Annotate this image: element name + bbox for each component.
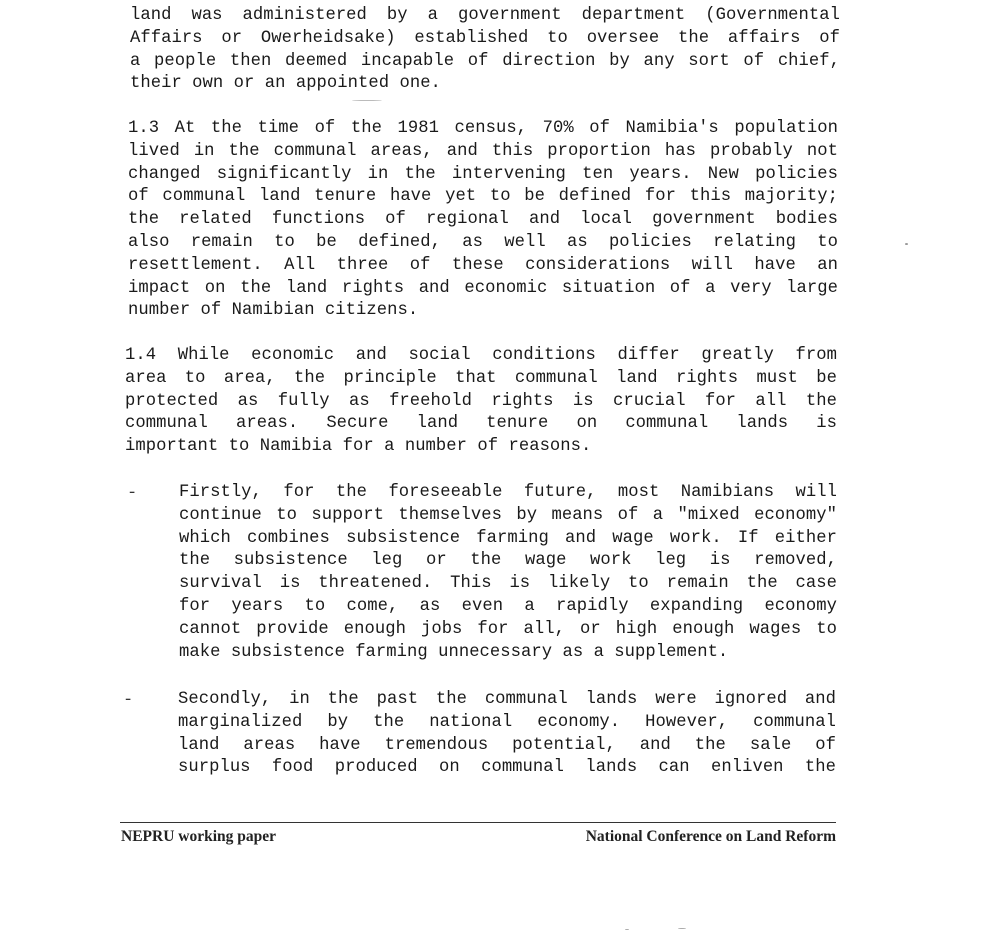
paragraph-line: impact on the land rights and economic situation of a very large [128,278,838,298]
bullet-line: marginalized by the national economy. However, communal [178,712,836,732]
bullet-line: the subsistence leg or the wage work leg is removed, [179,551,837,571]
paragraph-line: Affairs or Owerheidsake) established to oversee the affairs of [130,28,840,48]
paragraph-line: communal areas. Secure land tenure on communal lands is [125,414,837,434]
paragraph-line: changed significantly in the intervening ten years. New policies [128,164,838,184]
paragraph-line: the related functions of regional and local government bodies [128,210,838,230]
scan-speck [905,243,908,245]
paragraph-line: a people then deemed incapable of direction by any sort of chief, [130,51,840,71]
bullet-marker: - [127,484,138,503]
bullet-line: Firstly, for the foreseeable future, most Namibians will [179,483,837,502]
bullet-item [179,482,837,664]
bullet-line: make subsistence farming unnecessary as a supplement. [179,642,729,662]
bullet-line: survival is threatened. This is likely to remain the case [179,574,837,594]
paragraph-line: 1.3 At the time of the 1981 census, 70% of Namibia's population [128,119,838,138]
paragraph-1-4 [125,345,837,459]
bullet-line: continue to support themselves by means of a "mixed economy" [179,505,837,525]
paragraph-line: of communal land tenure have yet to be defined for this majority; [128,187,838,207]
paragraph-line: also remain to be defined, as well as policies relating to [128,232,838,252]
paragraph-line: their own or an appointed one. [130,74,441,94]
bullet-marker: - [123,691,134,710]
paragraph-line: area to area, the principle that communal land rights must be [125,368,837,388]
bullet-line: for years to come, as even a rapidly expanding economy [179,596,837,616]
paragraph-line: resettlement. All three of these considerations will have an [128,255,838,275]
scan-speck [625,929,629,930]
paragraph-line: lived in the communal areas, and this proportion has probably not [128,141,838,161]
paragraph-line: important to Namibia for a number of reasons. [125,437,592,457]
bullet-line: surplus food produced on communal lands can enliven the [178,758,836,778]
bullet-line: cannot provide enough jobs for all, or high enough wages to [179,619,837,639]
footer-rule [120,822,836,823]
bullet-line: Secondly, in the past the communal lands were ignored and [178,690,836,709]
scan-speck [352,100,382,101]
footer-left-text: NEPRU working paper [121,828,277,845]
footer-right-text: National Conference on Land Reform [585,828,836,845]
paragraph-line: number of Namibian citizens. [128,301,419,321]
bullet-line: which combines subsistence farming and wage work. If either [179,528,837,548]
paragraph-1-3 [128,118,838,323]
continued-paragraph [130,5,840,96]
paragraph-line: 1.4 While economic and social conditions differ greatly from [125,346,837,365]
paragraph-line: land was administered by a government department (Governmental [130,6,840,25]
paragraph-line: protected as fully as freehold rights is crucial for all the [125,391,837,411]
bullet-line: land areas have tremendous potential, and the sale of [178,735,836,755]
scan-speck [678,928,686,929]
bullet-item [178,689,836,780]
